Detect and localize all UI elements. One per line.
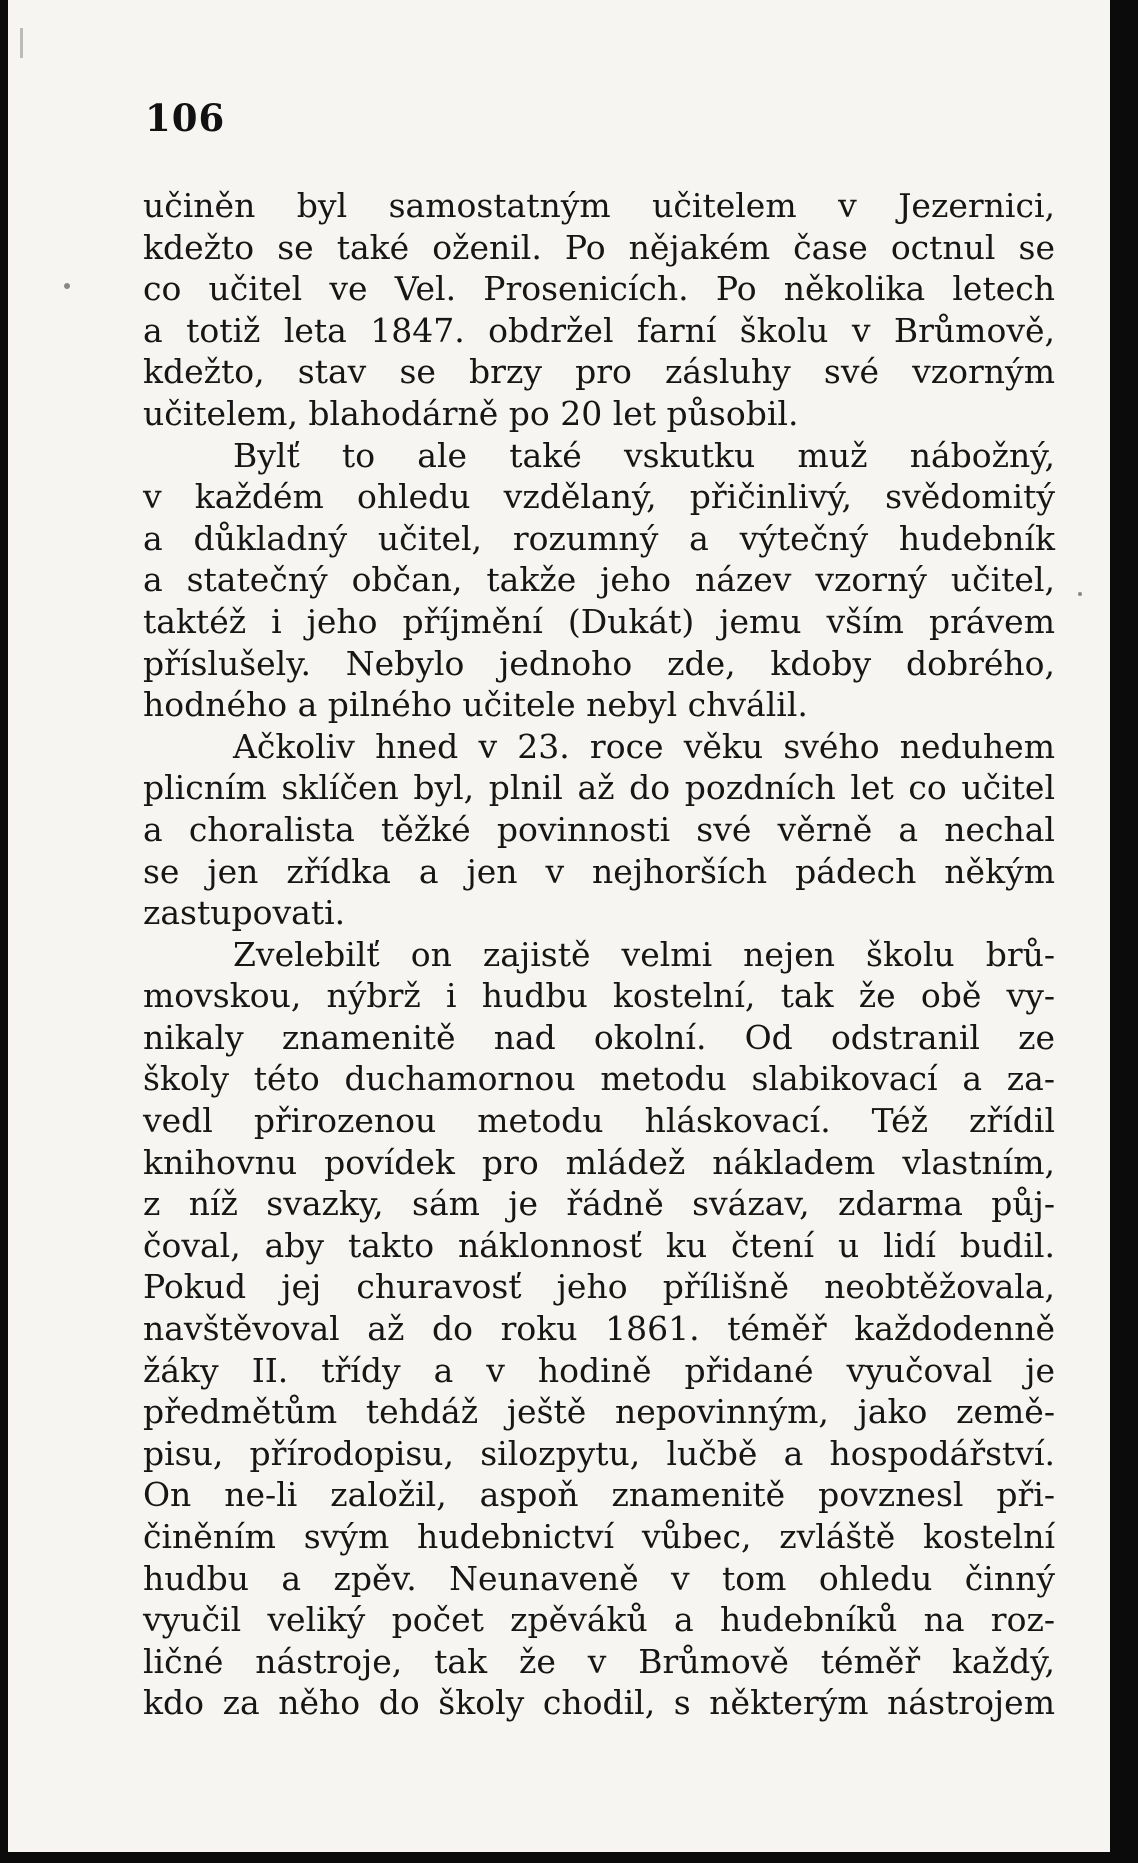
text-line: vyučil veliký počet zpěváků a hudebníků na roz-	[143, 1600, 1055, 1640]
text-line: a statečný občan, takže jeho název vzorný učitel,	[143, 560, 1055, 600]
text-line: kdežto, stav se brzy pro zásluhy své vzorným	[143, 352, 1055, 392]
text-line: se jen zřídka a jen v nejhorších pádech někým	[143, 851, 1055, 891]
text-line: Pokud jej churavosť jeho přílišně neobtěžovala,	[143, 1267, 1055, 1307]
edge-mark	[20, 28, 23, 58]
print-speck	[1078, 592, 1082, 596]
text-line: čoval, aby takto náklonnosť ku čtení u lidí budil.	[143, 1225, 1055, 1265]
text-line: žáky II. třídy a v hodině přidané vyučoval je	[143, 1350, 1055, 1390]
text-line: taktéž i jeho příjmění (Dukát) jemu vším právem	[143, 601, 1055, 641]
text-line: On ne-li založil, aspoň znamenitě povznesl při-	[143, 1475, 1055, 1515]
text-line: kdo za něho do školy chodil, s některým nástrojem	[143, 1683, 1055, 1723]
text-line: učitelem, blahodárně po 20 let působil.	[143, 393, 799, 433]
text-line: a choralista těžké povinnosti své věrně a nechal	[143, 809, 1055, 849]
text-line: co učitel ve Vel. Prosenicích. Po několika letech	[143, 269, 1055, 309]
text-line: příslušely. Nebylo jednoho zde, kdoby dobrého,	[143, 643, 1055, 683]
text-line: hudbu a zpěv. Neunaveně v tom ohledu činný	[143, 1558, 1055, 1598]
text-line: Ačkoliv hned v 23. roce věku svého neduhem	[233, 726, 1055, 766]
text-line: zastupovati.	[143, 893, 346, 933]
text-line: knihovnu povídek pro mládež nákladem vlastním,	[143, 1142, 1055, 1182]
text-line: hodného a pilného učitele nebyl chválil.	[143, 685, 808, 725]
text-line: ličné nástroje, tak že v Brůmově téměř každý,	[143, 1641, 1055, 1681]
text-line: a totiž leta 1847. obdržel farní školu v Brůmově,	[143, 310, 1055, 350]
text-line: vedl přirozenou metodu hláskovací. Též zřídil	[143, 1101, 1055, 1141]
text-line: Zvelebilť on zajistě velmi nejen školu brů-	[233, 934, 1055, 974]
text-line: v každém ohledu vzdělaný, přičinlivý, svědomitý	[143, 477, 1055, 517]
text-line: Bylť to ale také vskutku muž nábožný,	[233, 435, 1055, 475]
text-line: učiněn byl samostatným učitelem v Jezernici,	[143, 186, 1055, 225]
text-line: navštěvoval až do roku 1861. téměř každodenně	[143, 1309, 1055, 1349]
text-line: plicním sklíčen byl, plnil až do pozdních let co učitel	[143, 768, 1055, 808]
text-line: školy této duchamornou metodu slabikovací a za-	[143, 1059, 1055, 1099]
text-line: z níž svazky, sám je řádně svázav, zdarma půj-	[143, 1184, 1055, 1224]
text-line: kdežto se také oženil. Po nějakém čase octnul se	[143, 227, 1055, 267]
text-line: movskou, nýbrž i hudbu kostelní, tak že obě vy-	[143, 976, 1055, 1016]
text-line: a důkladný učitel, rozumný a výtečný hudebník	[143, 518, 1055, 558]
body-text	[143, 185, 1055, 1724]
text-line: předmětům tehdáž ještě nepovinným, jako země-	[143, 1392, 1055, 1432]
print-speck	[64, 283, 70, 289]
book-page	[8, 0, 1110, 1852]
text-line: pisu, přírodopisu, silozpytu, lučbě a hospodářství.	[143, 1433, 1055, 1473]
text-line: nikaly znamenitě nad okolní. Od odstranil ze	[143, 1017, 1055, 1057]
text-line: činěním svým hudebnictví vůbec, zvláště kostelní	[143, 1517, 1055, 1556]
page-number: 106	[145, 96, 226, 140]
